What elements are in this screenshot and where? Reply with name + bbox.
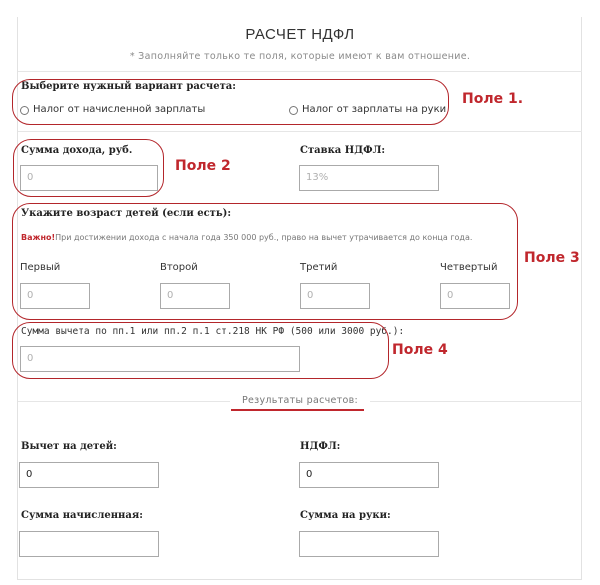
tax-rate-label: Ставка НДФЛ: xyxy=(300,145,386,156)
children-label: Укажите возраст детей (если есть): xyxy=(21,208,232,219)
child-deduction-label: Вычет на детей: xyxy=(21,441,117,452)
form-note: * Заполняйте только те поля, которые имеют к вам отношение. xyxy=(129,51,471,62)
accrued-output xyxy=(19,531,159,557)
annotation-oval-field1 xyxy=(12,79,449,125)
divider xyxy=(18,131,582,132)
ndfl-output: 0 xyxy=(299,462,439,488)
radio-net-salary-label[interactable]: Налог от зарплаты на руки xyxy=(302,104,447,115)
annotation-field3: Поле 3 xyxy=(524,250,580,266)
ndfl-label: НДФЛ: xyxy=(300,441,341,452)
child-third-label: Третий xyxy=(300,262,338,273)
child-deduction-output: 0 xyxy=(19,462,159,488)
child-first-input[interactable]: 0 xyxy=(20,283,90,309)
child-third-input[interactable]: 0 xyxy=(300,283,370,309)
net-label: Сумма на руки: xyxy=(300,510,391,521)
child-first-label: Первый xyxy=(20,262,61,273)
annotation-field1: Поле 1. xyxy=(462,91,524,107)
page-title: РАСЧЕТ НДФЛ xyxy=(245,26,355,43)
results-title: Результаты расчетов: xyxy=(230,395,370,406)
results-underline xyxy=(231,409,364,411)
divider xyxy=(18,71,582,72)
income-label: Сумма дохода, руб. xyxy=(21,145,133,156)
annotation-field4: Поле 4 xyxy=(392,342,448,358)
net-output xyxy=(299,531,439,557)
children-warning-prefix: Важно! xyxy=(21,233,56,242)
deduction-input[interactable]: 0 xyxy=(20,346,300,372)
income-input[interactable]: 0 xyxy=(20,165,158,191)
tax-rate-input[interactable]: 13% xyxy=(299,165,439,191)
annotation-field2: Поле 2 xyxy=(175,158,231,174)
child-fourth-label: Четвертый xyxy=(440,262,498,273)
children-warning-text: При достижении дохода с начала года 350 000 руб., право на вычет утрачивается до конца года. xyxy=(55,233,473,242)
child-second-label: Второй xyxy=(160,262,198,273)
annotation-oval-field4 xyxy=(12,322,389,379)
annotation-oval-field3 xyxy=(12,203,518,320)
child-fourth-input[interactable]: 0 xyxy=(440,283,510,309)
deduction-label: Сумма вычета по пп.1 или пп.2 п.1 ст.218 НК РФ (500 или 3000 руб.): xyxy=(21,326,405,337)
child-second-input[interactable]: 0 xyxy=(160,283,230,309)
radio-accrued-salary-label[interactable]: Налог от начисленной зарплаты xyxy=(33,104,206,115)
calc-option-label: Выберите нужный вариант расчета: xyxy=(21,81,236,92)
accrued-label: Сумма начисленная: xyxy=(21,510,143,521)
annotation-oval-field2 xyxy=(13,139,164,197)
